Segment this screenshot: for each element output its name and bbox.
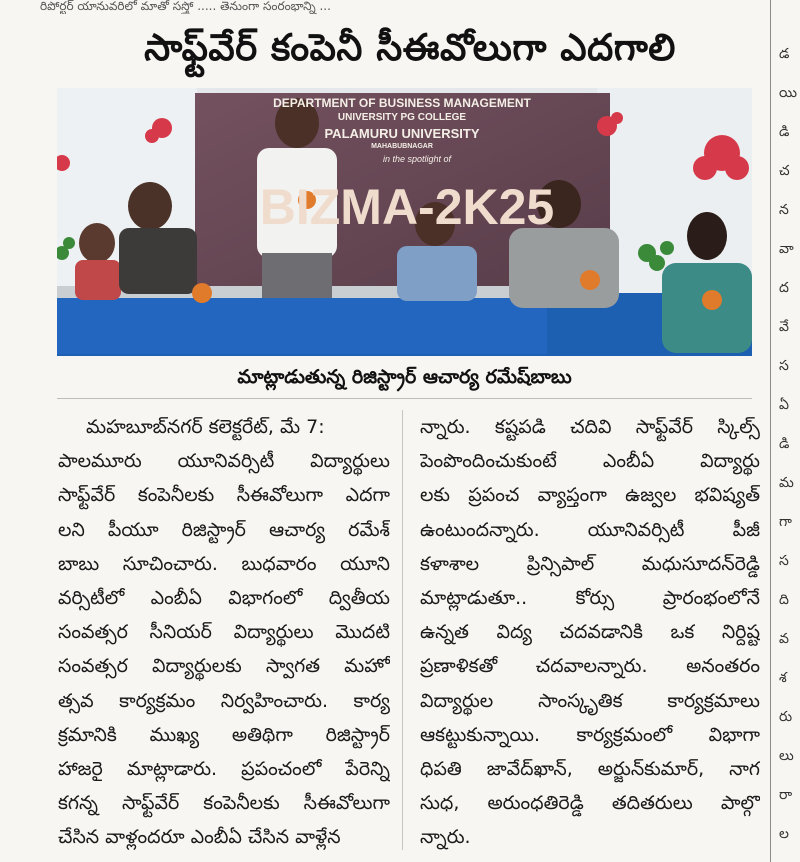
margin-fragment: వ	[779, 631, 789, 647]
margin-fragment: మ	[779, 475, 794, 491]
adjacent-column-fragment	[777, 0, 800, 862]
margin-fragment: శ	[779, 670, 787, 686]
article-line: ఉన్నత విద్య చదవడానికి ఒక నిర్దిష్ట	[420, 621, 760, 644]
banner-line-city: MAHABUBNAGAR	[371, 143, 433, 150]
article-line: కగన్న సాఫ్ట్‌వేర్ కంపెనీలకు సీఈవోలుగా	[58, 792, 390, 815]
article-line: పాలమూరు యూనివర్సిటీ విద్యార్థులు	[58, 450, 390, 473]
article-column-right	[420, 410, 760, 855]
margin-fragment: రు	[779, 709, 793, 725]
margin-fragment: లు	[779, 748, 794, 764]
article-line: ఆకట్టుకున్నాయి. కార్యక్రమంలో విభాగా	[420, 723, 760, 746]
article-line: క్రమానికి ముఖ్య అతిథిగా రిజిస్ట్రార్	[58, 723, 390, 746]
article-line: విద్యార్థుల సాంస్కృతిక కార్యక్రమాలు	[420, 689, 760, 712]
margin-fragment: ల	[779, 826, 789, 842]
margin-fragment: ది	[779, 592, 789, 608]
news-photo	[57, 88, 752, 356]
margin-fragment: ద	[779, 280, 789, 296]
article-line: సాఫ్ట్‌వేర్ కంపెనీలకు సీఈవోలుగా ఎదగా	[58, 484, 390, 507]
banner-event-name: BIZMA-2K25	[259, 179, 555, 235]
margin-fragment: న	[779, 202, 789, 218]
article-line: మహబూబ్‌నగర్ కలెక్టరేట్, మే 7:	[86, 416, 325, 438]
article-line: ధిపతి జావేద్‌ఖాన్, అర్జున్‌కుమార్, నాగ	[420, 757, 760, 780]
article-line: న్నారు.	[420, 826, 471, 849]
photo-caption: మాట్లాడుతున్న రిజిస్ట్రార్ ఆచార్య రమేష్‌బాబు	[237, 366, 572, 388]
margin-fragment: వే	[779, 319, 789, 335]
margin-fragment: వా	[779, 241, 794, 257]
column-divider	[402, 410, 403, 850]
margin-fragment: డి	[779, 436, 790, 452]
right-column-rule	[770, 0, 771, 862]
margin-fragment: ఏ	[779, 397, 789, 413]
top-strip-text: రిపోర్టర్ యానువరిలో మాతో సస్త్రో ..... తెనుంగా సంరంభాన్ని ...	[40, 0, 331, 13]
margin-fragment: డ	[779, 46, 790, 62]
article-line: చేసిన వాళ్లందరూ ఎంబీఏ చేసిన వాళ్లేన	[58, 826, 341, 849]
article-line: హాజరై మాట్లాడారు. ప్రపంచంలో పేరెన్ని	[58, 757, 390, 780]
article-line: ఉంటుందన్నారు. యూనివర్సిటీ పీజీ	[420, 518, 760, 541]
margin-fragment: రా	[779, 787, 793, 803]
article-column-left	[58, 410, 390, 855]
banner-line-spotlight: in the spotlight of	[382, 154, 452, 164]
margin-fragment: స	[779, 553, 789, 569]
article-line: సంవత్సర విద్యార్థులకు స్వాగత మహో	[58, 655, 390, 678]
article-line: మాట్లాడుతూ.. కోర్సు ప్రారంభంలోనే	[420, 586, 760, 609]
headline: సాఫ్ట్‌వేర్ కంపెనీ సీఈవోలుగా ఎదగాలి	[144, 26, 676, 69]
article-line: న్నారు. కష్టపడి చదివి సాఫ్ట్‌వేర్ స్కిల్స్	[420, 416, 760, 438]
margin-fragment: గా	[779, 514, 792, 530]
banner-line-college: UNIVERSITY PG COLLEGE	[337, 112, 467, 123]
margin-fragment: డి	[779, 124, 790, 140]
article-line: కళాశాల ప్రిన్సిపాల్ మధుసూదన్‌రెడ్డి	[420, 552, 760, 575]
article-line: పెంపొందించుకుంటే ఎంబీఏ విద్యార్థు	[420, 450, 760, 473]
caption-divider	[57, 398, 752, 399]
article-line: త్సవ కార్యక్రమం నిర్వహించారు. కార్య	[58, 689, 390, 712]
banner-line-dept: DEPARTMENT OF BUSINESS MANAGEMENT	[273, 96, 531, 110]
article-line: ప్రణాళికతో చదవాలన్నారు. అనంతరం	[420, 655, 760, 678]
article-line: బాబు సూచించారు. బుధవారం యూని	[58, 552, 390, 575]
article-line: సుధ, అరుంధతిరెడ్డి తదితరులు పాల్గొ	[420, 792, 760, 815]
article-line: వర్సిటీలో ఎంబీఏ విభాగంలో ద్వితీయ	[58, 586, 390, 609]
article-line: లకు ప్రపంచ వ్యాప్తంగా ఉజ్వల భవిష్యత్	[420, 484, 760, 507]
margin-fragment: యి	[779, 85, 798, 101]
article-line: సంవత్సర సీనియర్ విద్యార్థులు మొదటి	[58, 621, 390, 644]
article-line: లని పీయూ రిజిస్ట్రార్ ఆచార్య రమేశ్	[58, 518, 390, 541]
margin-fragment: స	[779, 358, 789, 374]
banner-line-university: PALAMURU UNIVERSITY	[324, 126, 480, 141]
margin-fragment: చ	[779, 163, 790, 179]
